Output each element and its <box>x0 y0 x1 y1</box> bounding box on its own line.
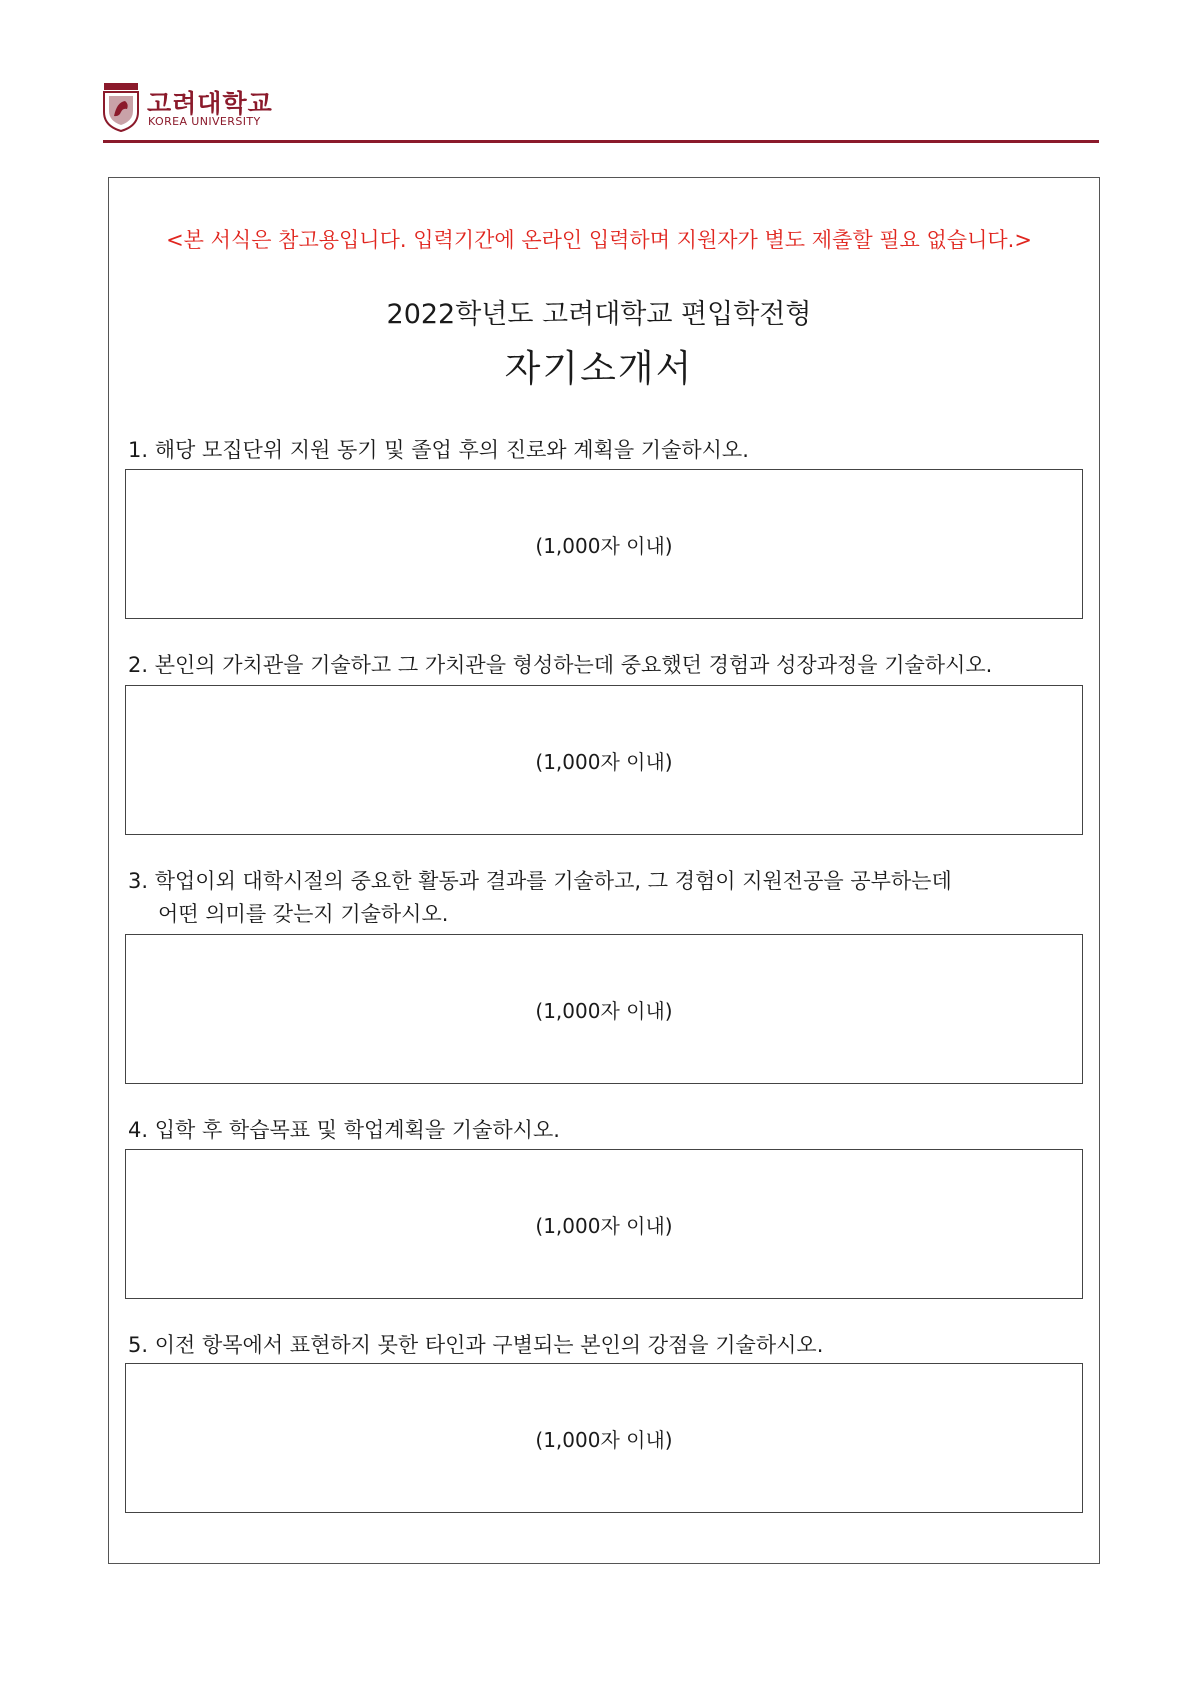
question-5: 5. 이전 항목에서 표현하지 못한 타인과 구별되는 본인의 강점을 기술하시오. <box>128 1333 824 1357</box>
admission-year-title: 2022학년도 고려대학교 편입학전형 <box>386 299 812 330</box>
question-4: 4. 입학 후 학습목표 및 학업계획을 기술하시오. <box>128 1118 560 1142</box>
answer-placeholder-4: (1,000자 이내) <box>535 1213 673 1238</box>
answer-box-4[interactable] <box>125 1149 1083 1299</box>
answer-placeholder-5: (1,000자 이내) <box>535 1427 673 1452</box>
logo-english-text: KOREA UNIVERSITY <box>148 115 261 128</box>
question-3 <box>128 865 1088 931</box>
logo-korean-text: 고려대학교 <box>147 89 273 118</box>
answer-box-2[interactable] <box>125 685 1083 835</box>
answer-placeholder-3: (1,000자 이내) <box>535 998 673 1023</box>
question-3-line-2: 어떤 의미를 갖는지 기술하시오. <box>158 902 449 926</box>
header-divider <box>103 140 1099 143</box>
answer-placeholder-1: (1,000자 이내) <box>535 533 673 558</box>
question-2: 2. 본인의 가치관을 기술하고 그 가치관을 형성하는데 중요했던 경험과 성장과정을 기술하시오. <box>128 653 993 677</box>
question-3-line-1: 3. 학업이외 대학시절의 중요한 활동과 결과를 기술하고, 그 경험이 지원전공을 공부하는데 <box>128 869 952 893</box>
answer-box-3[interactable] <box>125 934 1083 1084</box>
reference-notice: <본 서식은 참고용입니다. 입력기간에 온라인 입력하며 지원자가 별도 제출할 필요 없습니다.> <box>166 228 1032 252</box>
answer-box-5[interactable] <box>125 1363 1083 1513</box>
question-1: 1. 해당 모집단위 지원 동기 및 졸업 후의 진로와 계획을 기술하시오. <box>128 438 749 462</box>
answer-placeholder-2: (1,000자 이내) <box>535 749 673 774</box>
page-title: 자기소개서 <box>504 347 694 390</box>
answer-box-1[interactable] <box>125 469 1083 619</box>
university-crest-icon <box>103 82 139 132</box>
